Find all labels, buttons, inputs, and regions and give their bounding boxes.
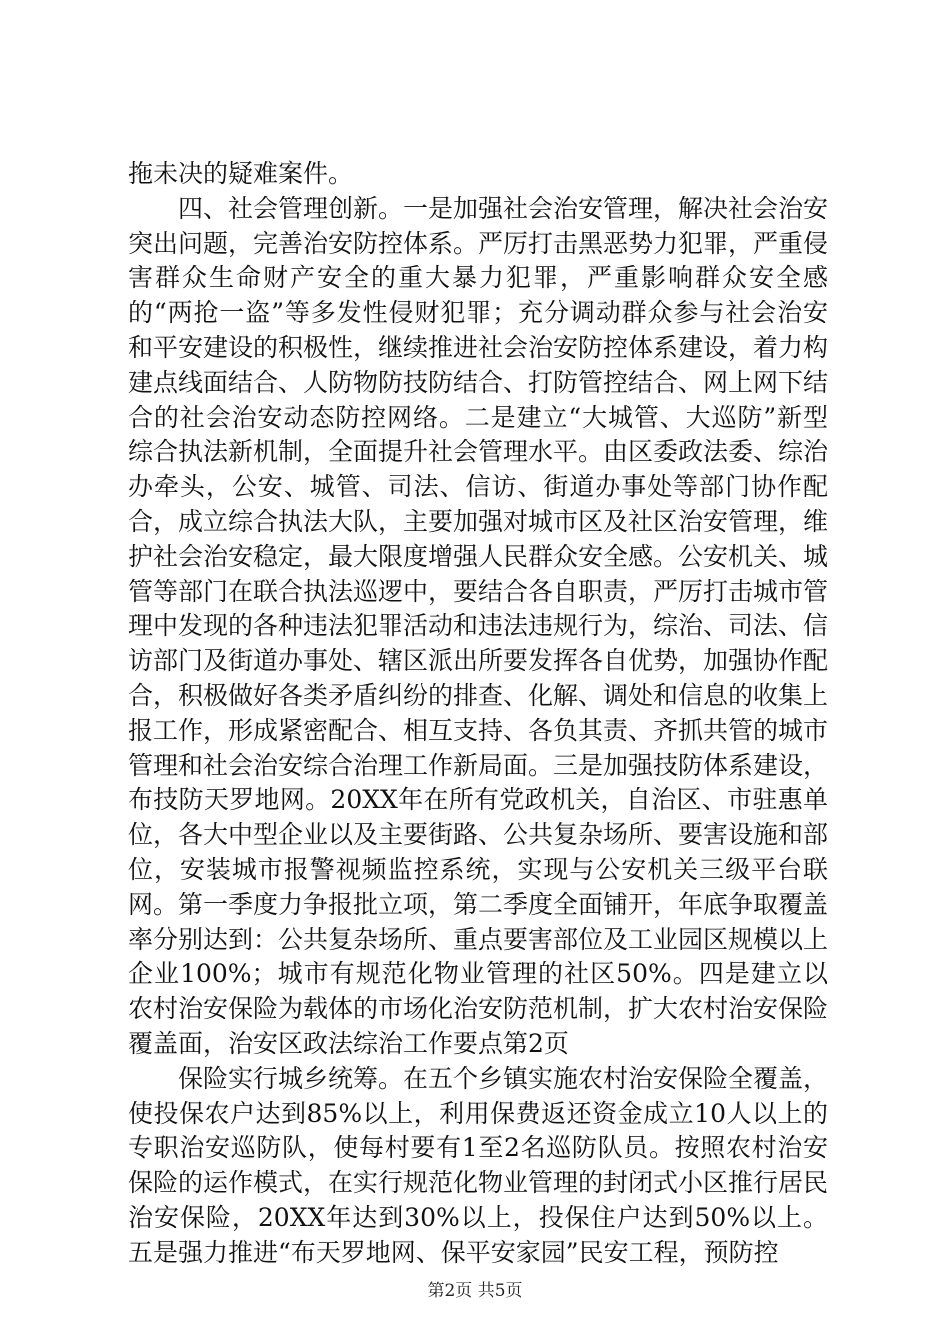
- document-body: [128, 157, 828, 1271]
- page-footer: 第2页 共5页: [427, 1281, 523, 1301]
- paragraph-social-management: 四、社会管理创新。一是加强社会治安管理，解决社会治安突出问题，完善治安防控体系。严厉打击黑恶势力犯罪，严重侵害群众生命财产安全的重大暴力犯罪，严重影响群众安全感的“两抢一盗”等多发性侵财犯罪；充分调动群众参与社会治安和平安建设的积极性，继续推进社会治安防控体系建设，着力构建点线面结合、人防物防技防结合、打防管控结合、网上网下结合的社会治安动态防控网络。二是建立“大城管、大巡防”新型综合执法新机制，全面提升社会管理水平。由区委政法委、综治办牵头，公安、城管、司法、信访、街道办事处等部门协作配合，成立综合执法大队，主要加强对城市区及社区治安管理，维护社会治安稳定，最大限度增强人民群众安全感。公安机关、城管等部门在联合执法巡逻中，要结合各自职责，严厉打击城市管理中发现的各种违法犯罪活动和违法违规行为，综治、司法、信访部门及街道办事处、辖区派出所要发挥各自优势，加强协作配合，积极做好各类矛盾纠纷的排查、化解、调处和信息的收集上报工作，形成紧密配合、相互支持、各负其责、齐抓共管的城市管理和社会治安综合治理工作新局面。三是加强技防体系建设，布技防天罗地网。20XX年在所有党政机关，自治区、市驻惠单位，各大中型企业以及主要街路、公共复杂场所、要害设施和部位，安装城市报警视频监控系统，实现与公安机关三级平台联网。第一季度力争报批立项，第二季度全面铺开，年底争取覆盖率分别达到：公共复杂场所、重点要害部位及工业园区规模以上企业100%；城市有规范化物业管理的社区50%。四是建立以农村治安保险为载体的市场化治安防范机制，扩大农村治安保险覆盖面，治安区政法综治工作要点第2页: [128, 193, 829, 1058]
- paragraph-continuation: 拖未决的疑难案件。: [128, 159, 354, 188]
- paragraph-insurance: 保险实行城乡统筹。在五个乡镇实施农村治安保险全覆盖，使投保农户达到85%以上，利用保费返还资金成立10人以上的专职治安巡防队，使每村要有1至2名巡防队员。按照农村治安保险的运作模式，在实行规范化物业管理的封闭式小区推行居民治安保险，20XX年达到30%以上，投保住户达到50%以上。五是强力推进“布天罗地网、保平安家园”民安工程，预防控: [128, 1063, 829, 1267]
